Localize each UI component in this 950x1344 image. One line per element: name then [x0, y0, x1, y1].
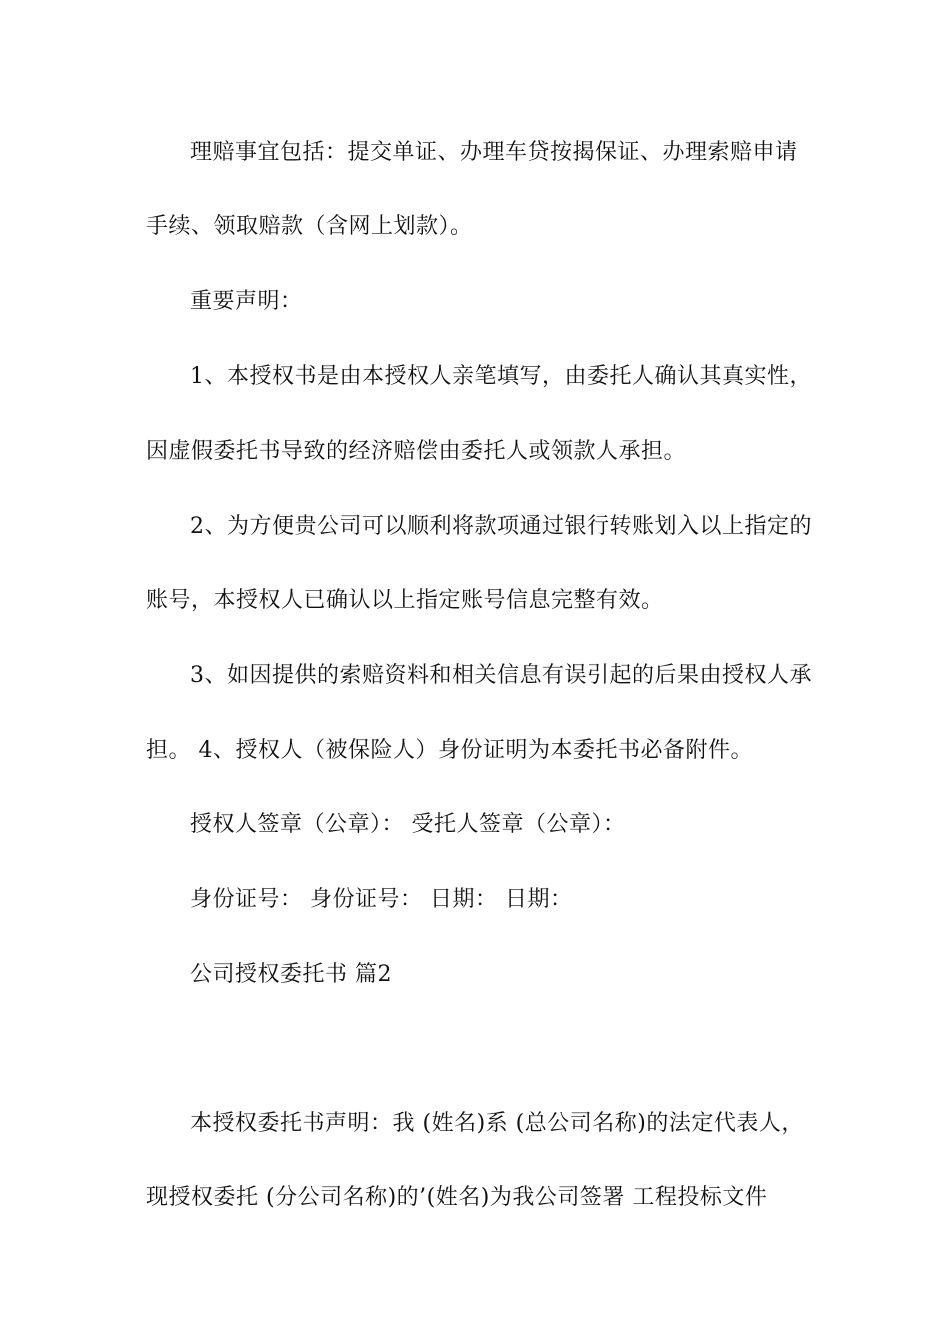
paragraph-claims-scope-line-1: 理赔事宜包括：提交单证、办理车贷按揭保证、办理索赔申请	[190, 140, 798, 165]
section-heading-important-notice: 重要声明：	[190, 289, 303, 314]
paragraph-claims-scope-line-2: 手续、领取赔款（含网上划款）。	[146, 214, 473, 239]
signature-line: 授权人签章（公章）： 受托人签章（公章）：	[190, 812, 626, 837]
notice-item-3-4-line-2: 担。 4、授权人（被保险人）身份证明为本委托书必备附件。	[146, 738, 753, 763]
notice-item-1-line-2: 因虚假委托书导致的经济赔偿由委托人或领款人承担。	[146, 439, 687, 464]
id-date-line: 身份证号： 身份证号： 日期： 日期：	[190, 887, 573, 912]
notice-item-2-line-2: 账号，本授权人已确认以上指定账号信息完整有效。	[146, 588, 664, 613]
notice-item-2-line-1: 2、为方便贵公司可以顺利将款项通过银行转账划入以上指定的	[190, 514, 812, 539]
declaration-line-1: 本授权委托书声明：我 (姓名)系 (总公司名称)的法定代表人，	[190, 1111, 804, 1136]
declaration-line-2: 现授权委托 (分公司名称)的’(姓名)为我公司签署 工程投标文件	[146, 1185, 768, 1210]
section-title-part-2: 公司授权委托书 篇2	[190, 962, 392, 987]
notice-item-3-line-1: 3、如因提供的索赔资料和相关信息有误引起的后果由授权人承	[190, 663, 812, 688]
notice-item-1-line-1: 1、本授权书是由本授权人亲笔填写，由委托人确认其真实性，	[190, 364, 812, 389]
